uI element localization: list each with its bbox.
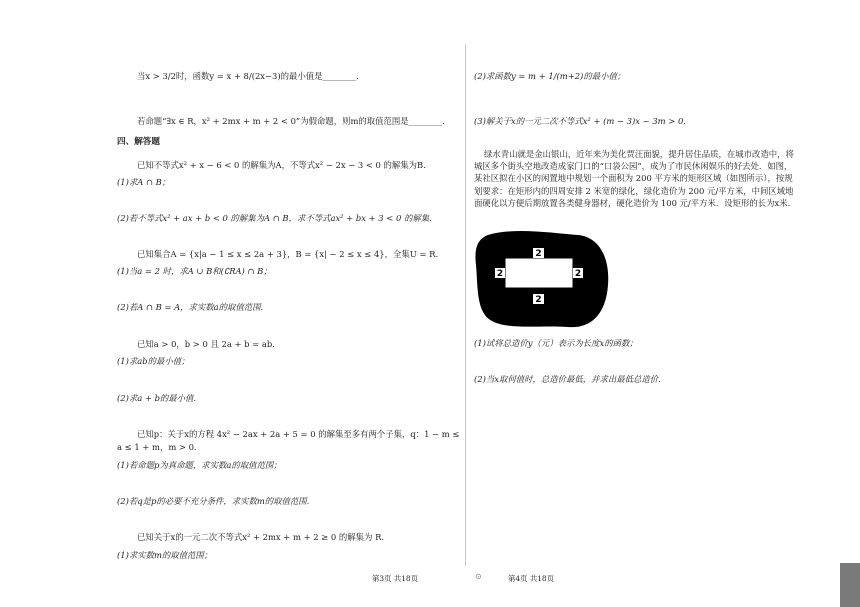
problem-6-stem: 绿水青山就是金山银山，近年来为美化贾汪面貌，提升居住品质，在城市改造中，将城区多个街头空地改造成家门口的“口袋公园”，成为了市民休闲娱乐的好去处．如图，某社区拟在小区的闲置地中规划一个面积为 200 平方米的矩形区域（如图所示），按规划要求：在矩形内的四周安排 2 米宽的绿化，绿化造价为 200 元/平方米，中间区域地面硬化以方便后期放置各类健身器材，硬化造价为 100 元/平方米．设矩形的长为x米. <box>474 149 794 208</box>
label-left: 2 <box>496 269 504 279</box>
problem-2-part-2: (2)若A ∩ B = A，求实数a的取值范围. <box>117 302 264 312</box>
problem-5-part-3: (3)解关于x的一元二次不等式x² + (m − 3)x − 3m > 0. <box>474 116 686 126</box>
problem-3-part-2: (2)求a + b的最小值. <box>117 393 197 403</box>
park-figure <box>474 229 610 330</box>
label-top-box <box>533 248 544 259</box>
label-right: 2 <box>574 269 582 279</box>
scrollbar-thumb[interactable] <box>840 563 860 607</box>
problem-2-part-1: (1)当a = 2 时，求A ∪ B和(∁RA) ∩ B； <box>117 266 272 276</box>
problem-1-stem: 已知不等式x² + x − 6 < 0 的解集为A，不等式x² − 2x − 3 < 0 的解集为B. <box>137 160 426 170</box>
label-bottom-box <box>533 294 544 305</box>
fill-blank-question-1: 当x > 3/2时，函数y = x + 8/(2x−3)的最小值是________. <box>137 71 359 81</box>
problem-3-stem: 已知a > 0，b > 0 且 2a + b = ab. <box>137 339 275 349</box>
label-top: 2 <box>535 249 542 259</box>
label-bottom: 2 <box>535 295 542 305</box>
problem-4-part-2: (2)若q是p的必要不充分条件，求实数m的取值范围. <box>117 496 310 506</box>
problem-3-part-1: (1)求ab的最小值； <box>117 356 190 366</box>
center-binding-mark: ⊙ <box>475 572 482 581</box>
problem-4-stem-line-1: 已知p：关于x的方程 4x² − 2ax + 2a + 5 = 0 的解集至多有两个子集，q：1 − m ≤ <box>137 429 460 439</box>
page-number-right: 第4页 共18页 <box>508 574 555 583</box>
problem-5-stem: 已知关于x的一元二次不等式x² + 2mx + m + 2 ≥ 0 的解集为 R. <box>137 532 385 542</box>
fill-blank-question-2: 若命题“∃x ∈ R，x² + 2mx + m + 2 < 0”为假命题，则m的取值范围是________. <box>137 116 445 126</box>
page-number-left: 第3页 共18页 <box>372 574 419 583</box>
section-heading: 四、解答题 <box>117 137 160 147</box>
problem-1-part-2: (2)若不等式x² + ax + b < 0 的解集为A ∩ B，求不等式ax² + bx + 3 < 0 的解集. <box>117 213 432 223</box>
problem-2-stem: 已知集合A = {x|a − 1 ≤ x ≤ 2a + 3}，B = {x| − 2 ≤ x ≤ 4}，全集U = R. <box>137 249 439 259</box>
problem-4-stem-line-2: a ≤ 1 + m，m > 0. <box>117 442 197 452</box>
hardened-area-rect <box>505 258 573 288</box>
page-divider <box>465 44 466 566</box>
label-right-box <box>573 268 583 279</box>
label-left-box <box>495 268 505 279</box>
problem-5-part-2: (2)求函数y = m + 1/(m+2)的最小值； <box>474 71 626 81</box>
problem-6-part-1: (1)试将总造价y（元）表示为长度x的函数； <box>474 338 638 348</box>
problem-5-part-1: (1)求实数m的取值范围； <box>117 550 213 560</box>
problem-1-part-1: (1)求A ∩ B； <box>117 177 171 187</box>
problem-4-part-1: (1)若命题p为真命题，求实数a的取值范围； <box>117 460 282 470</box>
problem-6-part-2: (2)当x取何值时，总造价最低，并求出最低总造价. <box>474 374 661 384</box>
